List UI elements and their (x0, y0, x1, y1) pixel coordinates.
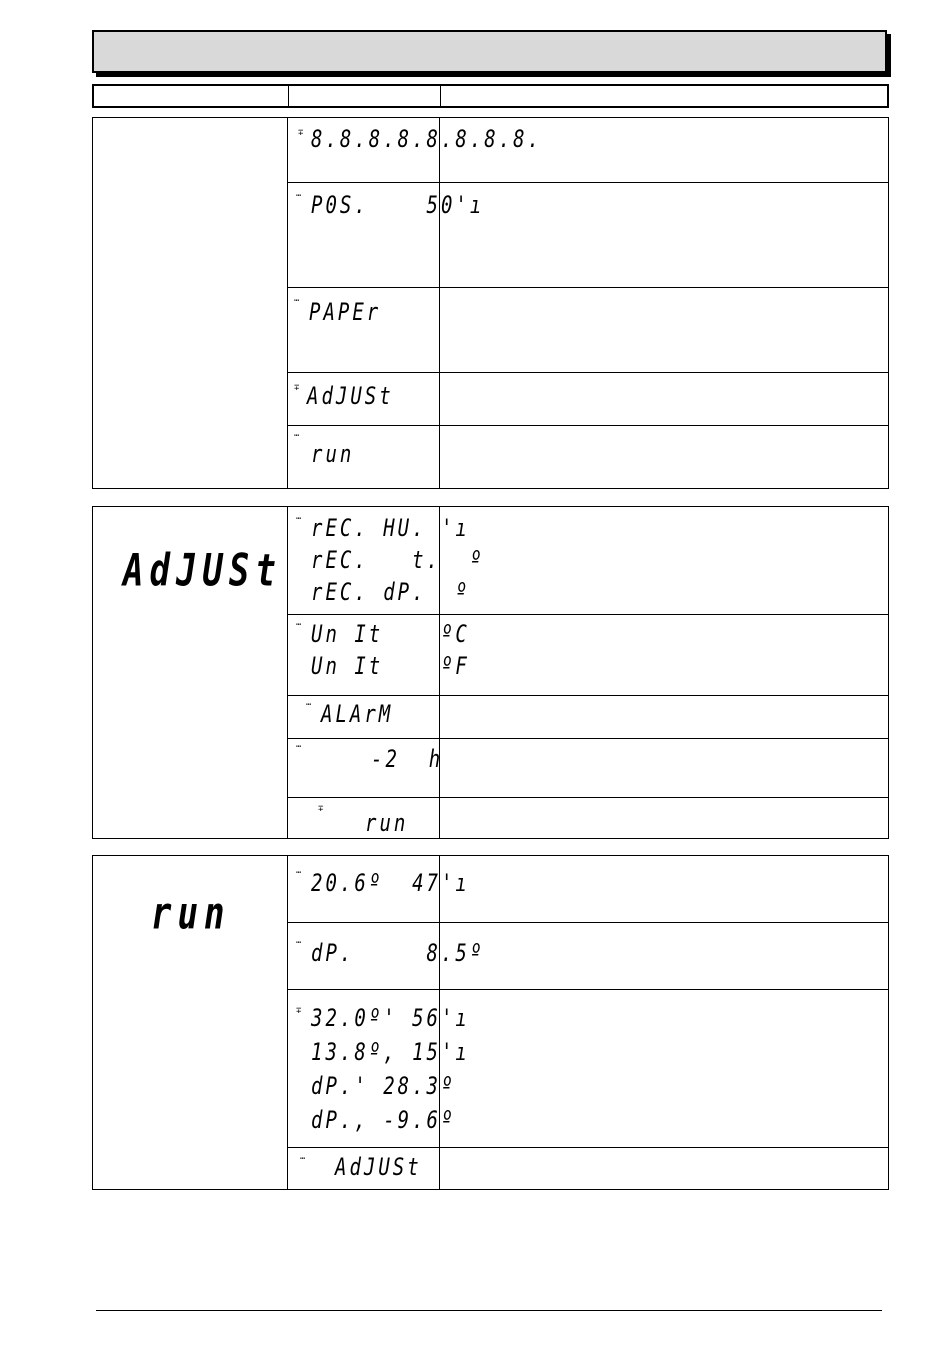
row-divider (288, 614, 888, 615)
header-divider (288, 86, 289, 106)
row-divider (288, 372, 888, 373)
dots-marker-icon: ⋯ (296, 191, 302, 201)
section-label-display: AdJUSt (123, 545, 282, 598)
lcd-display: rEC. HU. 'ı (311, 514, 470, 542)
section-main-menu (92, 117, 889, 489)
row-divider (288, 182, 888, 183)
title-box (92, 30, 887, 73)
row-divider (288, 1147, 888, 1148)
lcd-display: dP., -9.6º (311, 1106, 456, 1134)
lcd-display: ALArM (321, 700, 394, 728)
arrow-marker-icon: ∓ (298, 128, 304, 138)
lcd-display: 32.0º' 56'ı (311, 1004, 470, 1032)
row-divider (288, 425, 888, 426)
dots-marker-icon: ⋯ (296, 620, 302, 630)
section-run (92, 855, 889, 1190)
lcd-display: rEC. dP. º (311, 578, 470, 606)
footer-rule (96, 1310, 882, 1311)
lcd-display: P0S. 50'ı (311, 191, 485, 219)
lcd-display: PAPEr (309, 298, 382, 326)
column-divider (287, 507, 288, 838)
arrow-marker-icon: ∓ (318, 804, 324, 814)
dots-marker-icon: ⋯ (296, 938, 302, 948)
arrow-marker-icon: ∓ (294, 383, 300, 393)
dots-marker-icon: ⋯ (294, 296, 300, 306)
lcd-display: 13.8º, 15'ı (311, 1038, 470, 1066)
arrow-marker-icon: ∓ (296, 1006, 302, 1016)
lcd-display: AdJUSt (335, 1153, 422, 1181)
lcd-display: run (311, 440, 355, 468)
lcd-display: -2 h (371, 745, 444, 773)
dots-marker-icon: ⋯ (296, 514, 302, 524)
lcd-display: Un It ºF (311, 652, 470, 680)
lcd-display: dP. 8.5º (311, 939, 485, 967)
column-divider (439, 118, 440, 488)
lcd-display: 20.6º 47'ı (311, 869, 470, 897)
lcd-display: run (365, 809, 409, 837)
dots-marker-icon: ⋯ (306, 700, 312, 710)
row-divider (288, 287, 888, 288)
row-divider (288, 738, 888, 739)
lcd-display: Un It ºC (311, 620, 470, 648)
lcd-display: AdJUSt (307, 382, 394, 410)
section-label-display: run (151, 888, 231, 941)
row-divider (288, 922, 888, 923)
lcd-display: 8.8.8.8.8.8.8.8. (311, 125, 543, 153)
dots-marker-icon: ⋯ (296, 742, 302, 752)
section-adjust (92, 506, 889, 839)
header-divider (440, 86, 441, 106)
row-divider (288, 695, 888, 696)
dots-marker-icon: ⋯ (300, 1154, 306, 1164)
column-divider (287, 856, 288, 1189)
row-divider (288, 989, 888, 990)
lcd-display: rEC. t. º (311, 546, 485, 574)
column-divider (287, 118, 288, 488)
row-divider (288, 797, 888, 798)
table-header-row (92, 84, 889, 108)
lcd-display: dP.' 28.3º (311, 1072, 456, 1100)
dots-marker-icon: ⋯ (296, 868, 302, 878)
dots-marker-icon: ⋯ (294, 431, 300, 441)
